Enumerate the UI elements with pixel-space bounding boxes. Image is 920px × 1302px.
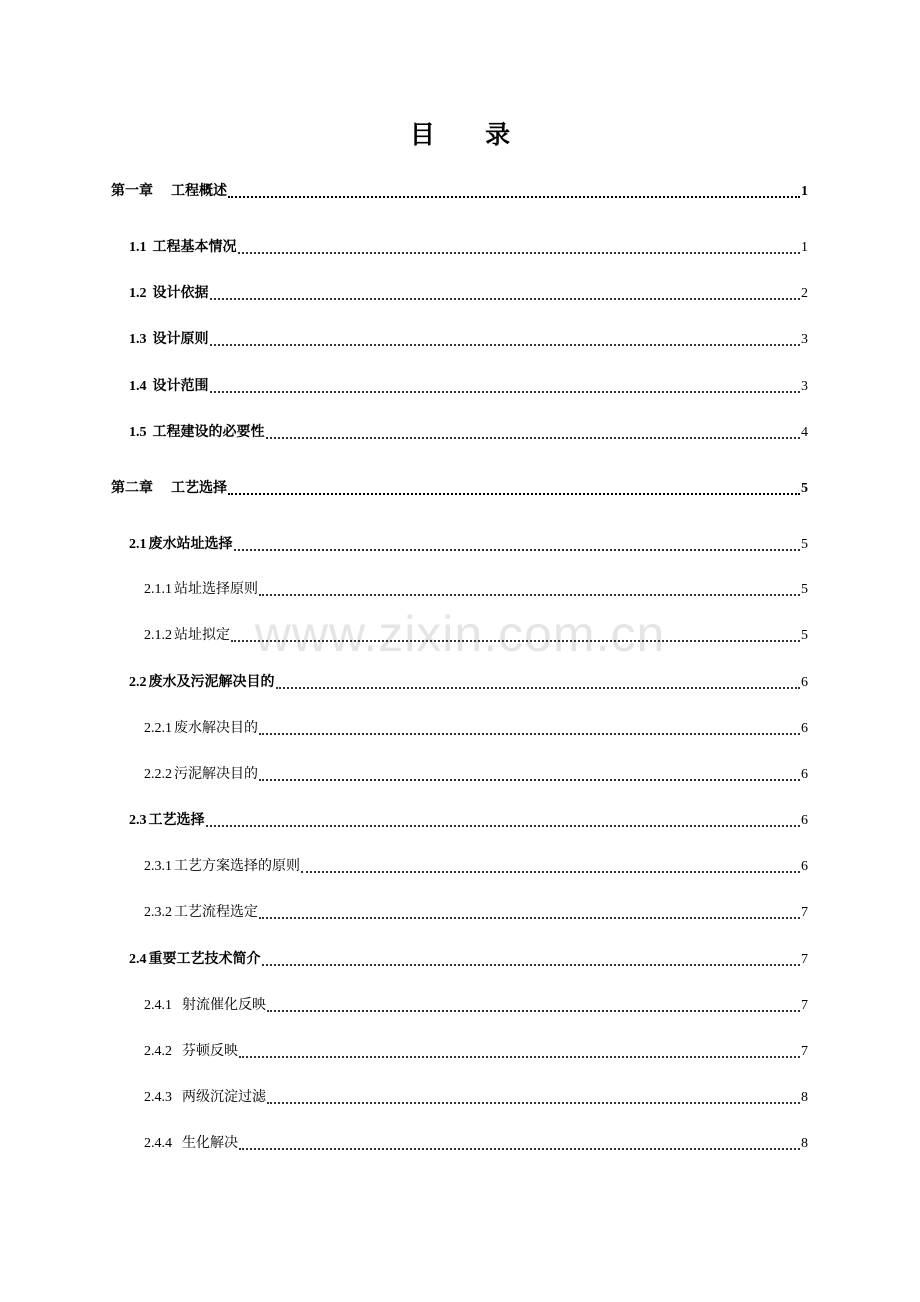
dot-leader [301, 871, 800, 873]
toc-entry-1-5[interactable] [129, 423, 808, 443]
toc-entry-number: 2.2.2 [144, 767, 172, 782]
toc-entry-number: 第二章 [111, 481, 153, 496]
toc-entry-title: 站址选择原则 [174, 582, 258, 597]
toc-entry-2-4-1[interactable] [144, 996, 808, 1016]
toc-entry-2-3[interactable] [129, 811, 808, 831]
dot-leader [234, 549, 801, 551]
toc-entry-1-2[interactable] [129, 284, 808, 304]
toc-entry-1-1[interactable] [129, 238, 808, 258]
toc-entry-number: 1.1 [129, 240, 147, 255]
toc-entry-title: 两级沉淀过滤 [182, 1090, 266, 1105]
toc-title: 目 录 [409, 122, 533, 149]
toc-entry-number: 2.2 [129, 675, 147, 690]
toc-entry-page: 7 [801, 1044, 808, 1059]
toc-entry-2-2-1[interactable] [144, 719, 808, 739]
toc-entry-2-4-2[interactable] [144, 1042, 808, 1062]
dot-leader [276, 687, 801, 689]
toc-entry-page: 2 [801, 286, 808, 301]
toc-entry-title: 设计范围 [152, 379, 209, 394]
dot-leader [267, 1102, 800, 1104]
toc-entry-number: 1.2 [129, 286, 147, 301]
dot-leader [210, 298, 801, 300]
dot-leader [266, 437, 801, 439]
toc-entry-1-3[interactable] [129, 330, 808, 350]
toc-entry-2-3-1[interactable] [144, 857, 808, 877]
toc-entry-number: 1.4 [129, 379, 147, 394]
toc-entry-number: 2.4.2 [144, 1044, 172, 1059]
toc-entry-page: 8 [801, 1090, 808, 1105]
toc-entry-page: 6 [801, 721, 808, 736]
dot-leader [259, 594, 800, 596]
toc-entry-number: 1.5 [129, 425, 147, 440]
toc-entry-page: 5 [801, 628, 808, 643]
toc-entry-page: 7 [801, 952, 808, 967]
toc-entry-2-1[interactable] [129, 535, 808, 555]
toc-entry-number: 2.1.2 [144, 628, 172, 643]
toc-entry-page: 6 [801, 813, 808, 828]
toc-entry-number: 2.3 [129, 813, 147, 828]
toc-entry-2-1-2[interactable] [144, 626, 808, 646]
dot-leader [210, 344, 801, 346]
toc-entry-title: 生化解决 [182, 1136, 238, 1151]
toc-entry-title: 工艺选择 [148, 813, 205, 828]
dot-leader [259, 917, 800, 919]
toc-entry-2-3-2[interactable] [144, 903, 808, 923]
toc-entry-title: 工程基本情况 [152, 240, 237, 255]
toc-entry-2-4-4[interactable] [144, 1134, 808, 1154]
toc-entry-chapter-1[interactable] [111, 182, 808, 202]
toc-entry-page: 6 [801, 767, 808, 782]
toc-entry-page: 5 [801, 481, 808, 496]
toc-entry-title: 设计依据 [152, 286, 209, 301]
toc-entry-page: 5 [801, 537, 808, 552]
toc-entry-page: 1 [801, 184, 808, 199]
toc-entry-number: 2.3.2 [144, 905, 172, 920]
dot-leader [239, 1148, 800, 1150]
toc-entry-chapter-2[interactable] [111, 479, 808, 499]
toc-entry-number: 第一章 [111, 184, 153, 199]
toc-entry-2-1-1[interactable] [144, 580, 808, 600]
toc-entry-title: 废水及污泥解决目的 [148, 675, 275, 690]
toc-entry-number: 2.4 [129, 952, 147, 967]
toc-entry-page: 3 [801, 379, 808, 394]
toc-entry-title: 站址拟定 [174, 628, 230, 643]
dot-leader [238, 252, 801, 254]
toc-entry-page: 3 [801, 332, 808, 347]
dot-leader [259, 733, 800, 735]
dot-leader [228, 493, 800, 495]
dot-leader [231, 640, 800, 642]
toc-entry-title: 工艺方案选择的原则 [174, 859, 300, 874]
toc-entry-title: 芬顿反映 [182, 1044, 238, 1059]
toc-entry-title: 设计原则 [152, 332, 209, 347]
toc-entry-number: 2.2.1 [144, 721, 172, 736]
dot-leader [210, 391, 801, 393]
toc-entry-page: 6 [801, 675, 808, 690]
toc-entry-2-4[interactable] [129, 950, 808, 970]
dot-leader [259, 779, 800, 781]
dot-leader [206, 825, 801, 827]
toc-entry-number: 2.4.3 [144, 1090, 172, 1105]
toc-entry-title: 工艺流程选定 [174, 905, 258, 920]
toc-entry-title: 工程建设的必要性 [152, 425, 265, 440]
toc-entry-number: 2.1 [129, 537, 147, 552]
toc-entry-page: 6 [801, 859, 808, 874]
toc-entry-number: 2.4.1 [144, 998, 172, 1013]
dot-leader [267, 1010, 800, 1012]
toc-entry-2-2-2[interactable] [144, 765, 808, 785]
toc-entry-title: 工程概述 [171, 184, 227, 199]
toc-entry-page: 1 [801, 240, 808, 255]
toc-entry-page: 4 [801, 425, 808, 440]
dot-leader [228, 196, 800, 198]
toc-entry-page: 8 [801, 1136, 808, 1151]
watermark: www.zixin.com.cn [254, 606, 666, 662]
toc-entry-number: 1.3 [129, 332, 147, 347]
toc-entry-number: 2.1.1 [144, 582, 172, 597]
dot-leader [239, 1056, 800, 1058]
toc-entry-2-2[interactable] [129, 673, 808, 693]
toc-entry-title: 工艺选择 [171, 481, 227, 496]
toc-entry-page: 5 [801, 582, 808, 597]
toc-entry-title: 废水解决目的 [174, 721, 258, 736]
toc-entry-number: 2.4.4 [144, 1136, 172, 1151]
toc-entry-title: 射流催化反映 [182, 998, 266, 1013]
toc-entry-page: 7 [801, 998, 808, 1013]
toc-entry-title: 重要工艺技术简介 [148, 952, 261, 967]
toc-entry-title: 废水站址选择 [148, 537, 233, 552]
toc-entry-1-4[interactable] [129, 377, 808, 397]
dot-leader [262, 964, 801, 966]
toc-entry-number: 2.3.1 [144, 859, 172, 874]
toc-entry-title: 污泥解决目的 [174, 767, 258, 782]
toc-entry-2-4-3[interactable] [144, 1088, 808, 1108]
toc-entry-page: 7 [801, 905, 808, 920]
